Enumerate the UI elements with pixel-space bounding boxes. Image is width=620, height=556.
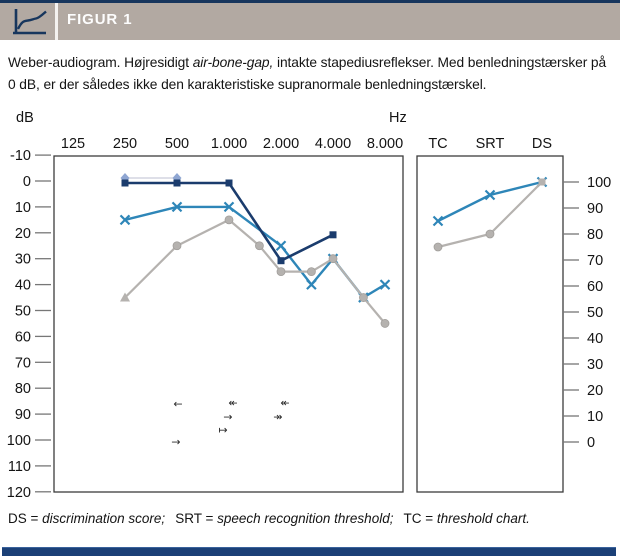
footnote-term-ds: discrimination score; [42, 511, 166, 526]
score-tick-label: 80 [587, 227, 604, 243]
db-tick-label: 20 [14, 225, 31, 242]
score-tick-label: 40 [587, 331, 604, 347]
arrow-annotation: ↞ [280, 396, 290, 410]
series-light-blue-diamonds-bone-conduction [121, 173, 182, 183]
score-panel [417, 136, 611, 492]
score-tick-label: 0 [587, 435, 596, 451]
score-tick-label: 30 [587, 357, 604, 373]
db-tick-label: 90 [14, 407, 31, 424]
frequency-tick-label: 250 [112, 136, 138, 152]
db-tick-label: 120 [6, 484, 31, 501]
db-tick-label: 0 [22, 174, 31, 190]
frequency-axis-labels [61, 136, 403, 152]
frequency-tick-label: 500 [164, 136, 190, 152]
score-column-labels [428, 136, 552, 152]
db-tick-label: 30 [14, 251, 31, 268]
footnote-term-srt: speech recognition threshold; [217, 511, 394, 526]
frequency-tick-label: 125 [60, 136, 86, 152]
data-point-marker [225, 216, 233, 224]
frequency-tick-label: 4.000 [314, 136, 352, 152]
arrow-annotation: → [223, 410, 233, 424]
arrow-annotation: → [171, 435, 181, 449]
score-column-label: SRT [475, 136, 505, 152]
series-gray-circles-line [120, 216, 389, 328]
data-point-marker [278, 257, 285, 264]
data-point-marker [359, 294, 367, 302]
data-point-marker [486, 230, 494, 238]
data-point-marker [173, 242, 181, 250]
footnote-abbr-ds: DS = [8, 511, 43, 526]
db-tick-label: -10 [10, 148, 31, 165]
no-response-arrow-annotations [171, 397, 289, 449]
footnote-term-tc: threshold chart. [436, 511, 530, 526]
footnote-abbr-srt: SRT = [175, 511, 218, 526]
db-tick-label: 10 [14, 199, 31, 216]
main-audiogram-panel [7, 136, 403, 501]
db-axis-ticks [7, 148, 51, 501]
score-tick-label: 20 [587, 383, 604, 399]
db-tick-label: 50 [14, 303, 31, 320]
arrow-annotation: ↦ [218, 423, 228, 437]
data-point-marker [307, 268, 315, 276]
data-point-marker [277, 268, 285, 276]
score-axis-ticks [563, 175, 611, 451]
frequency-tick-label: 8.000 [366, 136, 404, 152]
score-panel-frame [417, 156, 563, 492]
score-tick-label: 10 [587, 409, 604, 425]
data-point-marker [255, 242, 263, 250]
db-tick-label: 110 [7, 458, 31, 475]
caption-text-after: intakte stapediusreflekser. Med benledningstærsker på 0 dB, er der således ikke den karakteristiske supranormale benledningstærskel. [8, 55, 607, 93]
score-tick-label: 100 [587, 175, 612, 191]
footnote-abbr-tc: TC = [403, 511, 437, 526]
caption-text: Weber-audiogram. Højresidigt [8, 55, 193, 70]
figure-footnote [8, 511, 530, 526]
data-point-marker [226, 180, 233, 187]
caption-italic-term: air-bone-gap, [192, 55, 274, 70]
x-axis-unit-label: Hz [389, 110, 407, 126]
data-point-marker [329, 255, 337, 263]
series-line [125, 220, 385, 324]
db-tick-label: 100 [6, 433, 31, 449]
figure-title: FIGUR 1 [67, 11, 133, 28]
series-line [438, 182, 542, 221]
score-tick-label: 90 [587, 201, 604, 217]
frequency-tick-label: 2.000 [262, 136, 300, 152]
score-column-label: TC [428, 136, 448, 152]
data-point-marker [539, 179, 546, 186]
data-point-marker [174, 180, 181, 187]
y-axis-unit-label: dB [16, 110, 34, 126]
arrow-annotation: ↠ [273, 410, 283, 424]
data-point-marker [381, 319, 389, 327]
score-column-label: DS [531, 136, 553, 152]
db-tick-label: 80 [14, 381, 31, 398]
score-tick-label: 60 [587, 279, 604, 295]
frequency-tick-label: 1.000 [210, 136, 248, 152]
bottom-accent-bar [2, 547, 616, 556]
score-tick-label: 70 [587, 253, 604, 269]
db-tick-label: 60 [14, 329, 31, 346]
score-tick-label: 50 [587, 305, 604, 321]
db-tick-label: 70 [14, 355, 31, 372]
arrow-annotation: ↞ [228, 396, 238, 410]
series-steel-blue-x-scores [434, 178, 547, 226]
arrow-annotation: ← [173, 397, 183, 411]
data-point-marker [122, 180, 129, 187]
data-point-marker [434, 243, 442, 251]
series-steel-blue-x-line [121, 202, 390, 302]
db-tick-label: 40 [14, 277, 31, 294]
data-point-marker [330, 231, 337, 238]
